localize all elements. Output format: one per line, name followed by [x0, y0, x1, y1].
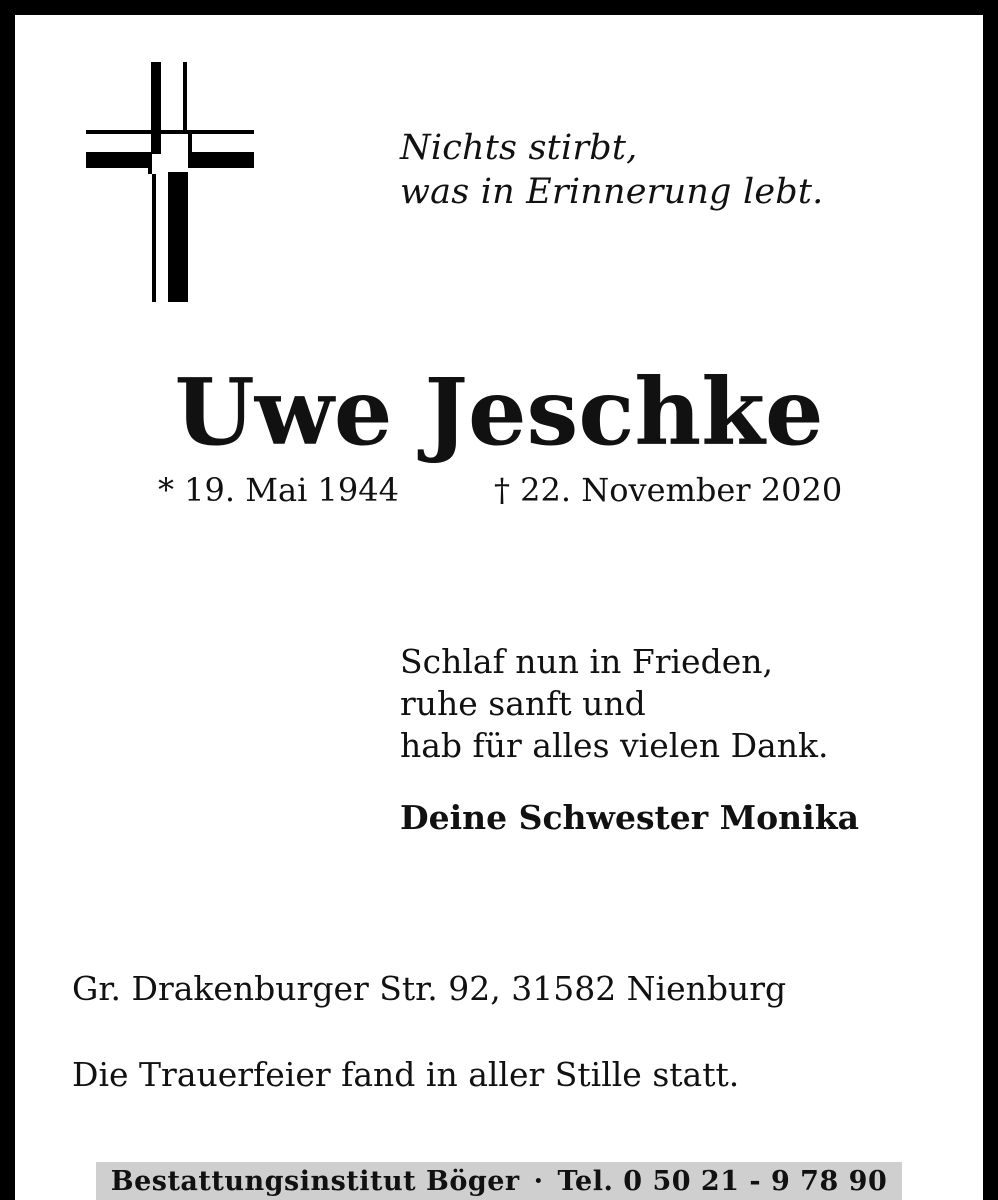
verse: [400, 641, 828, 767]
verse-line-3: hab für alles vielen Dank.: [400, 726, 829, 765]
death-date: † 22. November 2020: [494, 471, 843, 509]
funeral-home-name: Bestattungsinstitut Böger: [110, 1165, 520, 1197]
ceremony-note: Die Trauerfeier fand in aller Stille statt.: [72, 1055, 740, 1094]
verse-line-1: Schlaf nun in Frieden,: [400, 642, 773, 681]
funeral-home-phone: Tel. 0 50 21 - 9 78 90: [557, 1165, 888, 1197]
verse-line-2: ruhe sanft und: [400, 684, 646, 723]
address: Gr. Drakenburger Str. 92, 31582 Nienburg: [72, 969, 787, 1008]
motto-line-1: Nichts stirbt,: [400, 128, 638, 168]
signature: Deine Schwester Monika: [400, 798, 859, 837]
motto: [400, 126, 824, 214]
deceased-name: Uwe Jeschke: [174, 358, 824, 466]
cross-icon: [86, 62, 254, 302]
motto-line-2: was in Erinnerung lebt.: [400, 172, 824, 212]
birth-date: * 19. Mai 1944: [158, 471, 399, 509]
funeral-home-banner: [96, 1162, 902, 1200]
footer-separator: ·: [533, 1165, 544, 1197]
